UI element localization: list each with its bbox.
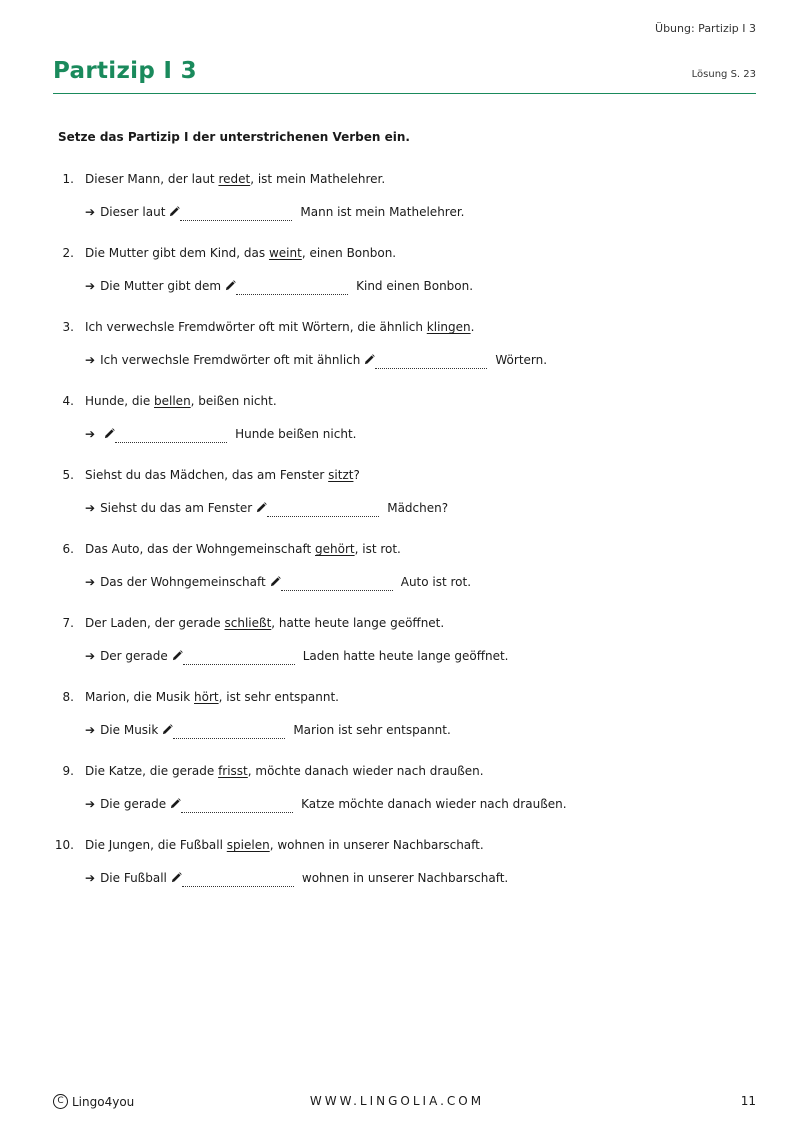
exercise-number: 8.: [62, 690, 74, 704]
answer-suffix: Katze möchte danach wieder nach draußen.: [301, 797, 567, 811]
sentence-start: Die Mutter gibt dem Kind, das: [85, 246, 269, 260]
pencil-icon: [364, 354, 375, 365]
answer-line: [85, 645, 508, 663]
pencil-icon: [162, 724, 173, 735]
pencil-icon: [169, 206, 180, 217]
sentence-start: Siehst du das Mädchen, das am Fenster: [85, 468, 329, 482]
answer-prefix: Das der Wohngemeinschaft: [100, 575, 266, 589]
exercise-sentence: [85, 838, 484, 852]
exercise-number: 4.: [62, 394, 74, 408]
arrow-icon: ➔: [85, 797, 96, 811]
answer-blank[interactable]: [375, 354, 487, 369]
exercise-number: 6.: [62, 542, 74, 556]
exercise-number: 7.: [62, 616, 74, 630]
instruction: Setze das Partizip I der unterstrichenen Verben ein.: [58, 130, 410, 144]
answer-prefix: Die Mutter gibt dem: [100, 279, 222, 293]
underlined-verb: schließt: [224, 616, 272, 630]
arrow-icon: ➔: [85, 205, 96, 219]
exercise-sentence: [85, 616, 444, 630]
arrow-icon: ➔: [85, 723, 96, 737]
exercise-sentence: [85, 320, 474, 334]
page-number: 11: [740, 1094, 756, 1108]
answer-prefix: Die gerade: [100, 797, 167, 811]
answer-line: [85, 793, 567, 811]
exercise-number: 2.: [62, 246, 74, 260]
exercise-sentence: [85, 468, 360, 482]
arrow-icon: ➔: [85, 427, 96, 441]
answer-blank[interactable]: [236, 280, 348, 295]
answer-prefix: Der gerade: [100, 649, 168, 663]
underlined-verb: hört: [194, 690, 219, 704]
underlined-verb: klingen: [426, 320, 471, 334]
answer-prefix: Die Musik: [100, 723, 159, 737]
page-title: Partizip I 3: [53, 58, 197, 84]
exercise-sentence: [85, 172, 385, 186]
answer-prefix: Ich verwechsle Fremdwörter oft mit ähnlich: [100, 353, 361, 367]
pencil-icon: [170, 798, 181, 809]
exercise-sentence: [85, 394, 277, 408]
answer-blank[interactable]: [115, 428, 227, 443]
answer-suffix: wohnen in unserer Nachbarschaft.: [301, 871, 509, 885]
underlined-verb: redet: [218, 172, 251, 186]
sentence-end: .: [470, 320, 475, 334]
arrow-icon: ➔: [85, 353, 96, 367]
answer-blank[interactable]: [180, 206, 292, 221]
answer-suffix: Hunde beißen nicht.: [235, 427, 357, 441]
title-divider: [53, 93, 756, 94]
answer-blank[interactable]: [182, 872, 294, 887]
sentence-start: Das Auto, das der Wohngemeinschaft: [85, 542, 316, 556]
arrow-icon: ➔: [85, 649, 96, 663]
arrow-icon: ➔: [85, 871, 96, 885]
exercise-number: 3.: [62, 320, 74, 334]
sentence-end: , wohnen in unserer Nachbarschaft.: [269, 838, 484, 852]
answer-suffix: Marion ist sehr entspannt.: [293, 723, 451, 737]
sentence-end: , ist rot.: [354, 542, 401, 556]
sentence-end: , beißen nicht.: [190, 394, 277, 408]
sentence-start: Der Laden, der gerade: [85, 616, 225, 630]
arrow-icon: ➔: [85, 501, 96, 515]
sentence-end: ?: [353, 468, 360, 482]
sentence-end: , ist mein Mathelehrer.: [250, 172, 386, 186]
exercise-sentence: [85, 690, 339, 704]
answer-blank[interactable]: [267, 502, 379, 517]
answer-prefix: Die Fußball: [100, 871, 167, 885]
pencil-icon: [171, 872, 182, 883]
sentence-end: , einen Bonbon.: [301, 246, 397, 260]
arrow-icon: ➔: [85, 575, 96, 589]
exercise-number: 5.: [62, 468, 74, 482]
answer-prefix: Siehst du das am Fenster: [100, 501, 253, 515]
exercise-number: 9.: [62, 764, 74, 778]
exercise-number: 10.: [54, 838, 74, 852]
answer-suffix: Mann ist mein Mathelehrer.: [300, 205, 465, 219]
sentence-start: Marion, die Musik: [85, 690, 195, 704]
answer-suffix: Mädchen?: [387, 501, 449, 515]
exercise-sentence: [85, 246, 396, 260]
underlined-verb: gehört: [315, 542, 355, 556]
answer-line: [85, 349, 547, 367]
exercise-sentence: [85, 542, 401, 556]
exercise-sentence: [85, 764, 484, 778]
footer-website[interactable]: WWW.LINGOLIA.COM: [309, 1094, 485, 1108]
pencil-icon: [172, 650, 183, 661]
sentence-start: Die Jungen, die Fußball: [85, 838, 227, 852]
pencil-icon: [104, 428, 115, 439]
underlined-verb: sitzt: [328, 468, 354, 482]
underlined-verb: frisst: [218, 764, 248, 778]
footer-brand: Lingo4you: [72, 1094, 135, 1109]
exercise-number: 1.: [62, 172, 74, 186]
pencil-icon: [225, 280, 236, 291]
answer-blank[interactable]: [181, 798, 293, 813]
underlined-verb: weint: [268, 246, 302, 260]
sentence-end: , hatte heute lange geöffnet.: [271, 616, 445, 630]
answer-suffix: Auto ist rot.: [400, 575, 472, 589]
answer-blank[interactable]: [173, 724, 285, 739]
sentence-end: , ist sehr entspannt.: [218, 690, 339, 704]
arrow-icon: ➔: [85, 279, 96, 293]
answer-line: [85, 571, 471, 589]
solution-reference: Lösung S. 23: [691, 69, 756, 80]
answer-line: [85, 719, 451, 737]
answer-line: [85, 867, 508, 885]
underlined-verb: bellen: [154, 394, 191, 408]
answer-suffix: Kind einen Bonbon.: [356, 279, 474, 293]
header-exercise-label: Übung: Partizip I 3: [655, 22, 756, 35]
answer-line: [85, 275, 473, 293]
sentence-end: , möchte danach wieder nach draußen.: [247, 764, 484, 778]
answer-blank[interactable]: [281, 576, 393, 591]
answer-line: [85, 497, 448, 515]
answer-suffix: Wörtern.: [495, 353, 548, 367]
copyright-icon: C: [53, 1094, 68, 1109]
pencil-icon: [270, 576, 281, 587]
pencil-icon: [256, 502, 267, 513]
underlined-verb: spielen: [226, 838, 270, 852]
sentence-start: Ich verwechsle Fremdwörter oft mit Wörtern, die ähnlich: [85, 320, 427, 334]
answer-line: [85, 423, 356, 441]
answer-blank[interactable]: [183, 650, 295, 665]
sentence-start: Dieser Mann, der laut: [85, 172, 219, 186]
sentence-start: Die Katze, die gerade: [85, 764, 219, 778]
answer-suffix: Laden hatte heute lange geöffnet.: [302, 649, 509, 663]
sentence-start: Hunde, die: [85, 394, 155, 408]
answer-line: [85, 201, 465, 219]
answer-prefix: Dieser laut: [100, 205, 166, 219]
